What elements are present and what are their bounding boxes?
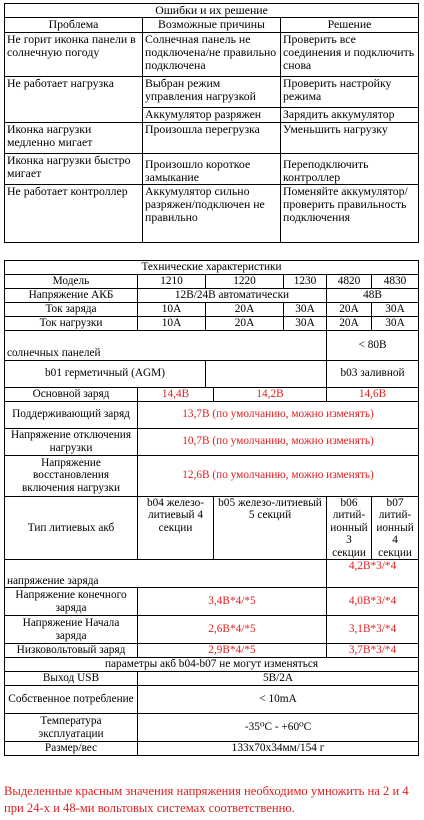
problem-cell: Иконка нагрузки медленно мигает [5, 123, 143, 154]
low-v-lifepo: 2,9В*4/*5 [138, 644, 327, 658]
problem-cell: Не горит иконка панели в солнечную погоду [5, 33, 143, 77]
lithium-type-b06: b06 литий-ионный 3 секции [327, 496, 372, 560]
cause-cell: Выбран режим управления нагрузкой [143, 77, 281, 108]
model-cell: 1210 [138, 274, 206, 288]
solution-cell: Поменяйте аккумулятор/проверить правильность подключения [281, 185, 419, 243]
cause-cell: Произошла перегрузка [143, 123, 281, 154]
table-row [5, 77, 419, 108]
specs-title: Технические характеристики [5, 261, 419, 275]
problem-cell: Не работает контроллер [5, 185, 143, 243]
solution-cell: Проверить настройку режима [281, 77, 419, 108]
main-charge-gel: 14,2В [214, 387, 327, 401]
temperature-label: Температура эксплуатации [5, 714, 138, 742]
problem-cell: Не работает нагрузка [5, 77, 143, 123]
errors-table [4, 3, 419, 243]
current-cell: 20A [206, 302, 284, 316]
lithium-label: Тип литиевых акб [5, 496, 138, 560]
self-consumption-label: Собственное потребление [5, 686, 138, 714]
size-weight-value: 133x70x34мм/154 г [138, 742, 419, 756]
low-v-label: Низковольтовый заряд [5, 644, 138, 658]
current-cell: 10A [138, 302, 206, 316]
model-cell: 4820 [327, 274, 372, 288]
low-v-liion: 3,7В*3/*4 [327, 644, 419, 658]
usb-value: 5В/2А [138, 672, 419, 686]
battery-b03: b03 заливной [327, 360, 419, 387]
errors-header-solution: Решение [281, 18, 419, 33]
table-row [5, 185, 419, 243]
current-cell: 10A [138, 316, 206, 330]
errors-header-cause: Возможные причины [143, 18, 281, 33]
charge-v-label: напряжение заряда [5, 560, 327, 588]
table-row [5, 33, 419, 77]
current-cell: 20A [327, 302, 372, 316]
current-cell: 20A [206, 316, 284, 330]
model-cell: 1220 [206, 274, 284, 288]
final-v-liion: 4,0В*3/*4 [327, 588, 419, 616]
current-cell: 20A [327, 316, 372, 330]
temperature-value: -35⁰C - +60⁰C [138, 714, 419, 742]
voltage-12-24: 12В/24В автоматически [138, 288, 327, 302]
charge-v-value: 4,2В*3/*4 [327, 560, 419, 588]
charge-current-label: Ток заряда [5, 302, 138, 316]
start-v-label: Напряжение Начала заряда [5, 616, 138, 644]
load-off-label: Напряжение отключения нагрузки [5, 428, 138, 455]
load-on-value: 12,6В (по умолчанию, можно изменять) [138, 455, 419, 496]
table-row [5, 154, 419, 185]
voltage-label: Напряжение АКБ [5, 288, 138, 302]
problem-cell: Иконка нагрузки быстро мигает [5, 154, 143, 185]
model-cell: 4830 [372, 274, 419, 288]
solution-cell: Переподключить контроллер [281, 154, 419, 185]
current-cell: 30A [372, 316, 419, 330]
lithium-type-b07: b07 литий-ионный 4 секции [372, 496, 419, 560]
solution-cell: Зарядить аккумулятор [281, 108, 419, 123]
cause-cell: Аккумулятор разряжен [143, 108, 281, 123]
model-label: Модель [5, 274, 138, 288]
main-charge-agm: 14,4В [138, 387, 214, 401]
usb-label: Выход USB [5, 672, 138, 686]
current-cell: 30A [284, 316, 327, 330]
battery-b01: b01 герметичный (AGM) [5, 360, 206, 387]
start-v-lifepo: 2,6В*4/*5 [138, 616, 327, 644]
lithium-type-b05: b05 железо-литиевый 5 секций [214, 496, 327, 560]
battery-empty-cell [206, 360, 327, 387]
size-weight-label: Размер/вес [5, 742, 138, 756]
current-cell: 30A [284, 302, 327, 316]
table-row [5, 123, 419, 154]
panel-value: < 80В [327, 330, 419, 360]
lithium-type-b04: b04 железо-литиевый 4 секции [138, 496, 214, 560]
cause-cell: Аккумулятор сильно разряжен/подключен не правильно [143, 185, 281, 243]
cause-cell: Солнечная панель не подключена/не правильно подключена [143, 33, 281, 77]
main-charge-flooded: 14,6В [327, 387, 419, 401]
load-current-label: Ток нагрузки [5, 316, 138, 330]
final-v-label: Напряжение конечного заряда [5, 588, 138, 616]
voltage-48: 48В [327, 288, 419, 302]
red-values-footnote: Выделенные красным значения напряжения необходимо умножить на 2 и 4 при 24-х и 48-ми вольтовых системах соответственно. [4, 784, 409, 815]
model-cell: 1230 [284, 274, 327, 288]
fixed-params-note: параметры акб b04-b07 не могут изменяться [5, 658, 419, 672]
panel-label: солнечных панелей [5, 330, 327, 360]
load-off-value: 10,7В (по умолчанию, можно изменять) [138, 428, 419, 455]
float-label: Поддерживающий заряд [5, 401, 138, 428]
load-on-label: Напряжение восстановления включения нагрузки [5, 455, 138, 496]
start-v-liion: 3,1В*3/*4 [327, 616, 419, 644]
solution-cell: Уменьшить нагрузку [281, 123, 419, 154]
final-v-lifepo: 3,4В*4/*5 [138, 588, 327, 616]
cause-cell: Произошло короткое замыкание [143, 154, 281, 185]
current-cell: 30A [372, 302, 419, 316]
specs-table [4, 260, 419, 756]
solution-cell: Проверить все соединения и подключить снова [281, 33, 419, 77]
self-consumption-value: < 10mA [138, 686, 419, 714]
main-charge-label: Основной заряд [5, 387, 138, 401]
errors-header-problem: Проблема [5, 18, 143, 33]
float-value: 13,7В (по умолчанию, можно изменять) [138, 401, 419, 428]
errors-title: Ошибки и их решение [5, 4, 419, 18]
